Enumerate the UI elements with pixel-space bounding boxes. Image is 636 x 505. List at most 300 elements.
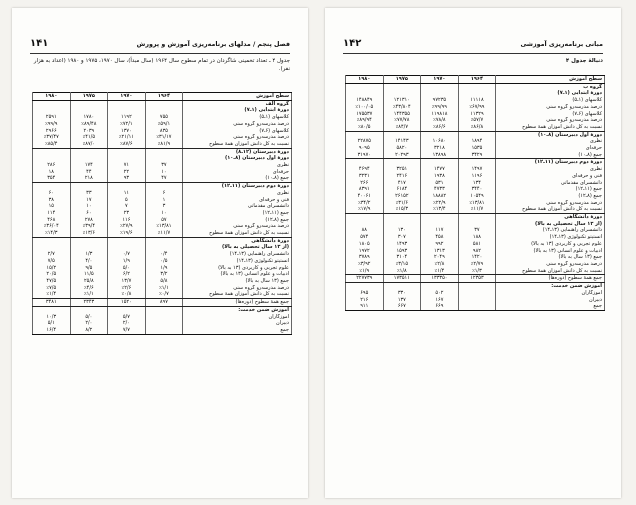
table-cell [108,100,146,107]
row-label: جمع (۸ـ۱۲) [183,217,292,224]
table-cell [145,306,183,313]
table-row [346,166,605,173]
table-cell: ۲/۰ [108,320,146,327]
table-cell: ٪۸۷/۰ [70,141,108,148]
page-header [343,38,603,52]
table-cell: ۵۸۱ [458,241,496,248]
table-cell: ۱۳/۷ [108,278,146,285]
row-label: نسبت به کل دانش آموزان همهٔ سطوح [183,230,292,237]
table-cell: ۱۱۹۲ [108,114,146,121]
table-cell: ٪۴۳/۸۰۴ [383,104,421,111]
table-cell [70,100,108,107]
row-label: دورهٔ دانشگاهی [496,214,605,221]
table-row [33,314,292,321]
table-row [346,227,605,234]
table-cell: ٪۵۷/۷ [458,117,496,124]
table-cell [108,183,146,190]
row-label: جمع (۱۳ سال به بالا) [496,254,605,261]
section-row [33,148,292,155]
table-row [33,197,292,204]
table-cell: ٪۴۱/۵ [70,134,108,141]
table-cell: ۱۱۱۱۸ [458,97,496,104]
table-cell: ۵۳۱ [421,180,459,187]
table-cell: ۱۱۶ [108,217,146,224]
table-cell: ٪۱/۴ [421,268,459,275]
table-row [346,206,605,213]
table-cell [346,221,384,228]
table-cell: ۱۰ [145,169,183,176]
table-caption: جدول ۴ ـ تعداد تخمینی شاگردان در تمام سطوح سال ۱۹۶۴ (سال مبدأ)، سال ۱۹۷۰، ۱۹۷۵ و ۱۹۸۰ (اعداد به هزار نفر). [33,58,290,72]
table-row [346,97,605,104]
table-cell [33,244,71,251]
table-row [33,278,292,285]
table-cell: ٪۱۳/۸۱ [458,200,496,207]
table-cell: ۸۳۵ [145,128,183,135]
table-cell [346,83,384,90]
table-row [346,297,605,304]
table-row [346,152,605,159]
row-label: دانشسرای راهنمایی (۱۳ـ۱۴) [183,251,292,258]
table-cell: ٪۸۰/۵ [346,124,384,131]
table-cell: ۳۲۱۸ [421,145,459,152]
table-cell: ۳۱۰۴ [383,254,421,261]
table-cell [383,131,421,138]
table-row [346,261,605,268]
table-cell: ۱۳۱۳ [421,248,459,255]
table-cell: ۹۳ [108,175,146,182]
table-cell: ۴/۰ [70,258,108,265]
table-cell: ۸۳۹۱ [346,186,384,193]
table-row [33,258,292,265]
table-cell [421,283,459,290]
column-header: ۱۹۷۰ [108,93,146,101]
table-cell [33,306,71,313]
table-cell: ۱۱۴ [33,210,71,217]
section-row [346,131,605,138]
table-caption: دنبالهٔ جدول ۴ [565,58,603,64]
table-row [346,138,605,145]
section-row [33,107,292,114]
table-cell: ۲۰۳۹ [70,128,108,135]
row-label: (از ۱۳ سال تحصیلی به بالا) [496,221,605,228]
row-label: دورهٔ اول دبیرستان (۸ـ۱۰) [183,155,292,162]
table-cell: ٪۱۳/۴ [421,206,459,213]
table-cell: ۴۵۸ [421,234,459,241]
table-cell: ۸۹۷ [145,299,183,307]
table-cell [458,283,496,290]
table-cell [458,303,496,310]
table-row [33,141,292,148]
table-cell: ۶۹۵ [346,290,384,297]
section-row [33,306,292,313]
table-cell: ۱/۹ [108,258,146,265]
table-cell: ٪۳/۱۵ [383,261,421,268]
table-row [346,145,605,152]
table-cell: ۱۸۸ [458,234,496,241]
row-label: دورهٔ دانشگاهی [183,237,292,244]
table-cell: ٪۵۹/۱ [145,121,183,128]
table-cell: ۲/۰ [70,320,108,327]
table-cell: ٪۱/۴ [33,291,71,298]
table-cell: ٪۸۱/۹ [145,141,183,148]
table-row [33,169,292,176]
table-row [33,128,292,135]
column-header: ۱۹۶۴ [145,93,183,101]
table-cell [70,306,108,313]
table-row [346,290,605,297]
table-cell [421,214,459,221]
row-label: جمع (۱۳ سال به بالا) [183,278,292,285]
table-cell: ٪۰/۷ [145,291,183,298]
table-cell: ۵/۷ [108,314,146,321]
row-label: علوم تجربی و کاربردی (۱۳ به بالا) [183,265,292,272]
table-row [346,248,605,255]
table-cell: ٪۲/۶ [108,285,146,292]
section-row [33,244,292,251]
row-label: دبیران [183,320,292,327]
row-label: نظری [496,166,605,173]
table-cell: ۹۹۲ [421,241,459,248]
row-label: دانشسرای مقدماتی [496,180,605,187]
table-cell [33,148,71,155]
table-cell [421,221,459,228]
row-label: آموزگاران [183,314,292,321]
table-cell: ۷ [108,203,146,210]
table-cell [383,159,421,166]
table-cell: ٪۳۴/۲ [346,200,384,207]
table-cell: ۱۴۷۷ [421,166,459,173]
table-row [33,291,292,298]
table-cell: ۱/۹ [145,265,183,272]
section-row [33,183,292,190]
row-label: جمع همهٔ سطوح (دوره‌ها) [183,299,292,307]
table-cell [421,159,459,166]
table-cell: ٪۳۱/۱۷ [145,134,183,141]
row-label: درصد مدرسه‌رو گروه سنی [183,134,292,141]
table-cell [33,237,71,244]
table-cell: ۶۶۷ [383,303,421,310]
table-cell: ۶۰ [70,210,108,217]
table-cell: ۱۵۲۰ [108,299,146,307]
table-row [33,265,292,272]
table-row [33,134,292,141]
row-label: درصد مدرسه‌رو گروه سنی [496,200,605,207]
table-cell: ٪۸۹/۴۸ [70,121,108,128]
table-cell: ۰/۵ [145,258,183,265]
table-row [346,254,605,261]
table-cell: ۹۷۲۳۵ [421,97,459,104]
table-cell [458,290,496,297]
section-row [33,100,292,107]
table-row [346,104,605,111]
table-cell: ٪۸۵/۴ [33,141,71,148]
table-cell [458,131,496,138]
table-cell: ۱۳۸۹۸ [421,152,459,159]
row-label: فنی و حرفه‌ای [496,173,605,180]
table-cell [458,214,496,221]
row-label: گروه ب [496,83,605,90]
table-cell [346,159,384,166]
row-label: جمع (۸ـ۱۰) [183,175,292,182]
table-cell: ۱۱/۵ [70,271,108,278]
table-cell: ٪۱۱/۷ [458,206,496,213]
table-cell: ۱۰ [70,203,108,210]
table-cell [145,314,183,321]
table-cell: ۱۹۳۸ [421,173,459,180]
row-label: دورهٔ ابتدایی (۱ـ۷) [496,90,605,97]
row-label: جمع [183,327,292,334]
table-row [346,111,605,118]
row-label: نظری [496,138,605,145]
section-row [346,283,605,290]
row-label: (از ۱۳ سال تحصیلی به بالا) [183,244,292,251]
row-label: آموزگاران [496,290,605,297]
table-cell: ۱۵ [33,203,71,210]
table-cell [70,237,108,244]
row-label: حرفه‌ای [183,169,292,176]
column-header: ۱۹۷۰ [421,76,459,84]
table-cell: ۴۰۰۶۱ [346,193,384,200]
header-rule [30,53,290,54]
table-cell [145,148,183,155]
table-row [346,173,605,180]
table-cell: ۳۱۹۷۰ [346,152,384,159]
table-cell: ۹/۵ [70,265,108,272]
table-cell [145,155,183,162]
header-rule [343,53,603,54]
table-cell: ٪۰/۸ [108,291,146,298]
row-label: جمع (۱۱ـ۱۲) [183,210,292,217]
table-cell: ٪۱۴/۳ [33,230,71,237]
table-cell: ٪۱۰۰/۰۵ [346,104,384,111]
table-cell: ۸۸ [346,227,384,234]
table-cell: ۲۵۹۱ [33,114,71,121]
row-label: جمع همهٔ سطوح (دوره‌ها) [496,275,605,283]
page-number: ۱۴۲ [343,38,362,49]
table-cell: ۳۸ [33,197,71,204]
table-cell: ۱۰۶۸۰ [421,138,459,145]
table-cell [458,297,496,304]
table-cell: ٪۲۷/۹ [108,223,146,230]
row-label: درصد مدرسه‌رو گروه سنی [183,223,292,230]
table-cell: ۱۱۹۶ [458,173,496,180]
table-cell: ۱۸۸۸۲ [421,193,459,200]
row-label: گروه الف [183,100,292,107]
page-number: ۱۴۱ [30,38,49,49]
row-label: فنی و حرفه‌ای [183,197,292,204]
table-cell: ۳۷ [145,162,183,169]
table-cell: ٪۸۶/۶ [421,124,459,131]
row-label: جمع (۱۱ـ۱۲) [496,186,605,193]
table-row [346,124,605,131]
table-cell: ۱۷۳۵۱۱ [383,275,421,283]
table-cell: ۰/۴ [145,251,183,258]
table-row [346,193,605,200]
table-cell [421,90,459,97]
table-cell: ۷۱ [108,162,146,169]
table-cell: ٪۱۵/۳ [383,206,421,213]
table-cell: ٪۳۶/۰۴ [33,223,71,230]
table-cell: ۱۷۸۰ [70,114,108,121]
row-label: ادبیات و علوم انسانی (۱۳ به بالا) [496,248,605,255]
table-cell: ۵/۱ [33,320,71,327]
table-cell [145,320,183,327]
table-cell [33,183,71,190]
table-cell [145,327,183,334]
table-cell: ۶/۲ [108,271,146,278]
table-cell [421,131,459,138]
table-cell: ۳۴۴۰ [458,186,496,193]
table-cell: ۲۰/۵ [33,271,71,278]
table-cell: ٪۷۷/۷۸ [383,117,421,124]
row-label: درصد مدرسه‌رو گروه سنی [496,117,605,124]
column-header: ۱۹۷۵ [383,76,421,84]
table-cell: ۴۷۳۳ [421,186,459,193]
column-header: سطح آموزش [183,93,292,101]
right-page [325,8,621,498]
table-cell [70,244,108,251]
table-cell: ۳ [145,203,183,210]
table-cell: ٪۳/۹۲ [346,261,384,268]
table-row [33,230,292,237]
table-cell [421,83,459,90]
table-cell [458,83,496,90]
enrollment-table [32,92,292,335]
table-cell: ۱۱ [108,190,146,197]
table-cell: ۲۰۲۹۳ [383,152,421,159]
table-cell: ۱۴۹۳ [383,241,421,248]
table-cell: ۵۸۲۰ [383,145,421,152]
row-label: حرفه‌ای [496,145,605,152]
table-row [33,190,292,197]
table-cell: ۱۴۸۸۴۹ [346,97,384,104]
row-label: نسبت به کل دانش آموزان همهٔ سطوح [183,141,292,148]
section-row [346,221,605,228]
table-cell: ۱۸۰۵ [346,241,384,248]
table-cell [145,107,183,114]
table-cell [108,237,146,244]
row-label: آموزش ضمن خدمت: [496,283,605,290]
chapter-title: فصل پنجم / مدلهای برنامه‌ریزی آموزش و پرورش [136,41,290,48]
table-cell [383,221,421,228]
table-cell: ۴۶۸ [33,217,71,224]
table-cell: ۱۷۵۵۳۷ [346,111,384,118]
table-cell: ۱۵۹۳ [383,248,421,255]
table-row [33,217,292,224]
table-cell: ۷/۷ [108,327,146,334]
table-row [346,200,605,207]
row-label: دورهٔ دوم دبیرستان (۱۱ـ۱۲) [183,183,292,190]
table-cell: ۶۱۸۴ [383,186,421,193]
table-cell: ۲۳ [108,210,146,217]
table-cell [33,107,71,114]
table-cell: ۱۵/۲ [33,265,71,272]
table-cell: ٪۱/۱ [145,285,183,292]
table-cell [458,159,496,166]
row-label: دانشسرای مقدماتی [183,203,292,210]
table-cell [458,221,496,228]
table-cell: ۲۶۶ [346,180,384,187]
table-cell: ۴۱۷ [383,180,421,187]
table-cell [145,183,183,190]
column-header: سطح آموزش [496,76,605,84]
table-cell [346,214,384,221]
table-cell: ۱۴۲۰ [458,254,496,261]
table-cell: ٪۱۷/۹ [346,206,384,213]
table-row [33,223,292,230]
table-cell: ٪۱۳/۸۱ [145,223,183,230]
table-cell: ٪۱/۹ [346,268,384,275]
section-row [346,214,605,221]
row-label: نسبت به کل دانش آموزان همهٔ سطوح [496,206,605,213]
table-cell: ۳۲۳۱ [346,173,384,180]
table-cell: ۲۵/۸ [70,278,108,285]
table-cell: ۱۹۷۲ [346,248,384,255]
row-label: درصد مدرسه‌رو گروه سنی [496,104,605,111]
section-row [346,159,605,166]
section-row [346,83,605,90]
table-cell [383,214,421,221]
table-cell: ۵۷ [145,217,183,224]
table-cell: ۵/۰ [70,314,108,321]
row-label: جمع (۸ـ۱۲) [496,193,605,200]
table-cell: ۳۷۸۹ [346,254,384,261]
table-cell: ۷۵۵ [145,114,183,121]
row-label: نظری [183,162,292,169]
table-cell: ۲/۷ [33,251,71,258]
table-cell [346,90,384,97]
table-cell: ۱۶۷ [421,297,459,304]
table-row [33,162,292,169]
table-cell: ۲۹۶۶ [33,128,71,135]
table-cell [383,283,421,290]
table-cell: ۳۳ [70,190,108,197]
table-cell: ٪۷۸/۸ [421,117,459,124]
table-cell: ۴۶۹۴ [346,166,384,173]
table-cell: ۴۷ [145,175,183,182]
table-row [346,241,605,248]
table-cell: ۱ [145,197,183,204]
row-label: دانشسرای راهنمایی (۱۳ـ۱۴) [496,227,605,234]
table-cell: ٪۳۹/۴ [70,223,108,230]
book-title: مبانی برنامه‌ریزی آموزشی [520,41,603,48]
row-label: کلاسهای (۱ـ۵) [496,97,605,104]
table-cell: ٪۲/۷۹ [458,261,496,268]
table-cell [346,283,384,290]
table-row [33,210,292,217]
table-row [346,180,605,187]
table-cell: ٪۱/۸ [383,268,421,275]
table-cell: ۱۳۷۰ [108,128,146,135]
table-row [33,271,292,278]
table-row [33,327,292,334]
table-cell: ۱۱۳۲۹ [458,111,496,118]
table-cell: ۲۲۸۷۵ [346,138,384,145]
table-cell: ۳/۲ [145,271,183,278]
table-cell: ۳۲۵۱ [383,166,421,173]
row-label: دورهٔ ابتدایی (۱ـ۷) [183,107,292,114]
table-cell: ۳۷ [458,227,496,234]
row-label: نظری [183,190,292,197]
table-cell: ۵۰۲ [421,290,459,297]
table-cell: ۱۶/۴ [33,327,71,334]
table-cell: ۱۳۰ [383,227,421,234]
table-cell [145,237,183,244]
table-cell: ۶۰ [33,190,71,197]
row-label: درصد مدرسه‌رو گروه سنی [183,285,292,292]
row-label: انستیتو تکنولوژی (۱۳ـ۱۴) [496,234,605,241]
table-cell: ۹۱۱ [346,303,384,310]
